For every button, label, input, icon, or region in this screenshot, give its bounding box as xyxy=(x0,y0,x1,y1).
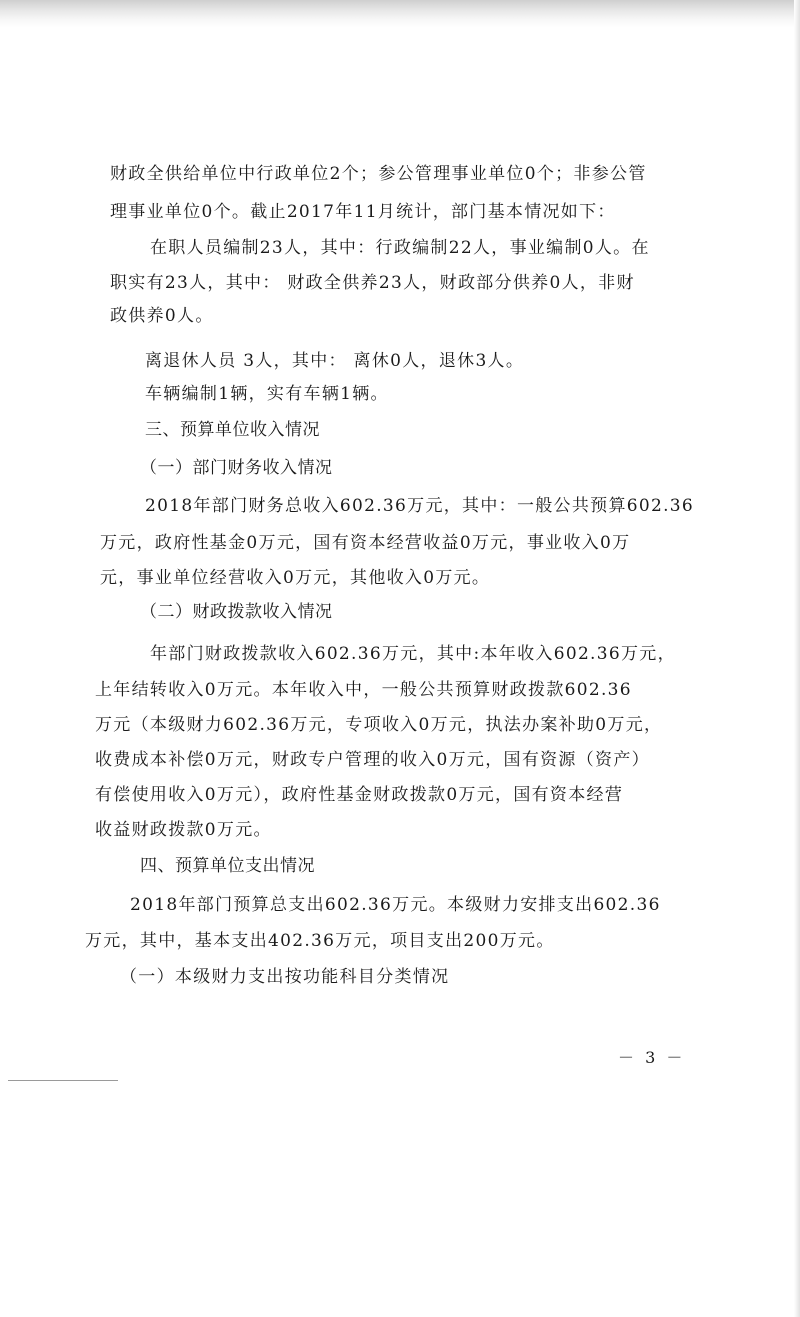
paragraph-line: 年部门财政拨款收入602.36万元，其中:本年收入602.36万元， xyxy=(150,644,676,664)
subsection-heading: （一）本级财力支出按功能科目分类情况 xyxy=(120,967,450,987)
paragraph-line: 政供养0人。 xyxy=(110,306,214,326)
section-heading: 四、预算单位支出情况 xyxy=(140,856,315,876)
paragraph-line: 车辆编制1辆，实有车辆1辆。 xyxy=(145,384,389,404)
paragraph-line: 离退休人员 3人，其中： 离休0人，退休3人。 xyxy=(145,351,525,371)
scan-side-shadow xyxy=(794,0,800,1317)
paragraph-line: 理事业单位0个。截止2017年11月统计，部门基本情况如下： xyxy=(110,202,616,222)
paragraph-line: 财政全供给单位中行政单位2个；参公管理事业单位0个；非参公管 xyxy=(110,164,647,184)
paragraph-line: 在职人员编制23人，其中：行政编制22人，事业编制0人。在 xyxy=(150,238,650,258)
subsection-heading: （二）财政拨款收入情况 xyxy=(140,602,333,622)
paragraph-line: 有偿使用收入0万元），政府性基金财政拨款0万元，国有资本经营 xyxy=(95,785,624,805)
paragraph-line: 上年结转收入0万元。本年收入中，一般公共预算财政拨款602.36 xyxy=(95,680,632,700)
section-heading: 三、预算单位收入情况 xyxy=(145,420,320,440)
paragraph-line: 万元，其中，基本支出402.36万元，项目支出200万元。 xyxy=(85,931,555,951)
paragraph-line: 2018年部门财务总收入602.36万元，其中：一般公共预算602.36 xyxy=(145,496,695,516)
paragraph-line: 万元（本级财力602.36万元，专项收入0万元，执法办案补助0万元， xyxy=(95,715,663,735)
paragraph-line: 收费成本补偿0万元，财政专户管理的收入0万元，国有资源（资产） xyxy=(95,750,650,770)
paragraph-line: 职实有23人，其中： 财政全供养23人，财政部分供养0人，非财 xyxy=(110,273,635,293)
paragraph-line: 万元，政府性基金0万元，国有资本经营收益0万元，事业收入0万 xyxy=(100,533,631,553)
scan-edge-shadow xyxy=(0,0,800,28)
page-number: － 3 － xyxy=(618,1048,686,1067)
footer-divider xyxy=(8,1080,118,1081)
paragraph-line: 收益财政拨款0万元。 xyxy=(95,820,272,840)
paragraph-line: 2018年部门预算总支出602.36万元。本级财力安排支出602.36 xyxy=(130,895,661,915)
subsection-heading: （一）部门财务收入情况 xyxy=(140,458,333,478)
paragraph-line: 元，事业单位经营收入0万元，其他收入0万元。 xyxy=(100,568,491,588)
